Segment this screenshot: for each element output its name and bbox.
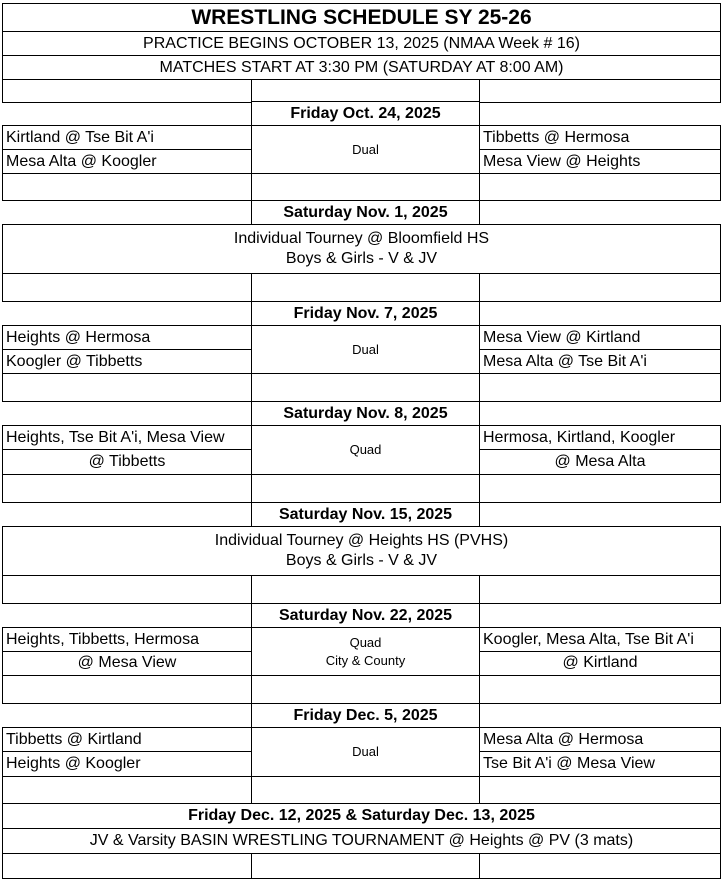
- event-line: Individual Tourney @ Bloomfield HS: [233, 230, 490, 247]
- event-line: JV & Varsity BASIN WRESTLING TOURNAMENT @ Heights @ PV (3 mats): [2, 828, 721, 854]
- event-type: Dual: [352, 141, 379, 157]
- matchup-left: Tibbetts @ Kirtland: [2, 727, 252, 752]
- matchup-right-host: @ Kirtland: [479, 651, 721, 676]
- spacer-cell: [479, 675, 721, 704]
- matchup-right: Koogler, Mesa Alta, Tse Bit A'i: [479, 627, 721, 652]
- event-date: Friday Nov. 7, 2025: [251, 301, 480, 326]
- matchup-right: Mesa Alta @ Hermosa: [479, 727, 721, 752]
- spacer-cell: [2, 273, 252, 302]
- matchup-left: Heights, Tse Bit A'i, Mesa View: [2, 425, 252, 450]
- page-title: WRESTLING SCHEDULE SY 25-26: [2, 3, 721, 32]
- event-type-cell: [251, 325, 480, 374]
- match-time-line: MATCHES START AT 3:30 PM (SATURDAY AT 8:00 AM): [2, 55, 721, 80]
- event-date: Saturday Nov. 22, 2025: [251, 603, 480, 628]
- event-date: Saturday Nov. 1, 2025: [251, 200, 480, 225]
- spacer-cell: [479, 273, 721, 302]
- matchup-right: Tse Bit A'i @ Mesa View: [479, 751, 721, 777]
- matchup-right: Mesa View @ Heights: [479, 149, 721, 174]
- spacer-cell: [2, 79, 252, 103]
- matchup-right: Mesa Alta @ Tse Bit A'i: [479, 349, 721, 374]
- spacer-cell: [479, 474, 721, 503]
- spacer-cell: [2, 173, 252, 201]
- matchup-left: Mesa Alta @ Koogler: [2, 149, 252, 174]
- spacer-cell: [479, 373, 721, 402]
- spacer-cell: [251, 853, 480, 879]
- matchup-left: Heights @ Koogler: [2, 751, 252, 777]
- event-subtype: City & County: [325, 652, 406, 668]
- spacer-cell: [2, 675, 252, 704]
- event-date: Friday Dec. 5, 2025: [251, 703, 480, 728]
- event-line: Boys & Girls - V & JV: [285, 250, 438, 267]
- spacer-cell: [479, 776, 721, 804]
- matchup-left-host: @ Mesa View: [2, 651, 252, 676]
- spacer-cell: [2, 853, 252, 879]
- matchup-left-host: @ Tibbetts: [2, 449, 252, 475]
- event-line: Boys & Girls - V & JV: [285, 552, 438, 569]
- event-type-cell: [251, 627, 480, 676]
- event-type: Dual: [352, 341, 379, 357]
- spacer-cell: [479, 173, 721, 201]
- spacer-cell: [479, 79, 721, 103]
- matchup-left: Kirtland @ Tse Bit A'i: [2, 125, 252, 150]
- event-type: Dual: [352, 744, 379, 759]
- spacer-cell: [2, 575, 252, 604]
- matchup-left: Heights, Tibbetts, Hermosa: [2, 627, 252, 652]
- event-description: [2, 526, 721, 576]
- spacer-cell: [2, 373, 252, 402]
- matchup-left: Heights @ Hermosa: [2, 325, 252, 350]
- spacer-cell: [479, 853, 721, 879]
- spacer-cell: [2, 474, 252, 503]
- matchup-right-host: @ Mesa Alta: [479, 449, 721, 475]
- event-type-cell: [251, 425, 480, 475]
- matchup-left: Koogler @ Tibbetts: [2, 349, 252, 374]
- matchup-right: Tibbetts @ Hermosa: [479, 125, 721, 150]
- event-date: Friday Dec. 12, 2025 & Saturday Dec. 13, 2025: [2, 803, 721, 829]
- event-date: Saturday Nov. 8, 2025: [251, 401, 480, 426]
- spacer-cell: [2, 776, 252, 804]
- practice-start-line: PRACTICE BEGINS OCTOBER 13, 2025 (NMAA Week # 16): [2, 31, 721, 56]
- event-description: [2, 224, 721, 274]
- event-line: Individual Tourney @ Heights HS (PVHS): [214, 532, 509, 549]
- event-type-cell: [251, 727, 480, 777]
- event-type-cell: [251, 125, 480, 174]
- event-date: Friday Oct. 24, 2025: [251, 101, 480, 126]
- matchup-right: Mesa View @ Kirtland: [479, 325, 721, 350]
- spacer-cell: [479, 575, 721, 604]
- event-date: Saturday Nov. 15, 2025: [251, 502, 480, 527]
- matchup-right: Hermosa, Kirtland, Koogler: [479, 425, 721, 450]
- event-type: Quad: [349, 442, 382, 457]
- event-type: Quad: [349, 634, 382, 650]
